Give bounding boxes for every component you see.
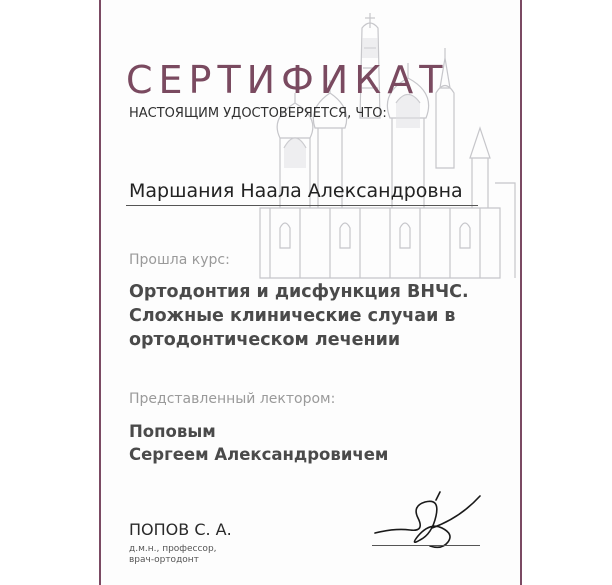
signer-name: ПОПОВ С. А. xyxy=(129,520,232,539)
signer-role-line: врач-ортодонт xyxy=(129,555,199,565)
lecturer-label: Представленный лектором: xyxy=(129,391,336,407)
lecturer-name-line: Сергеем Александровичем xyxy=(129,445,389,464)
signer-role-line: д.м.н., профессор, xyxy=(129,544,217,554)
course-title-line: Ортодонтия и дисфункция ВНЧС. xyxy=(129,282,469,302)
course-label: Прошла курс: xyxy=(129,252,230,268)
certificate-title: СЕРТИФИКАТ xyxy=(126,58,449,102)
lecturer-name-line: Поповым xyxy=(129,422,216,441)
recipient-name: Маршания Наала Александровна xyxy=(129,180,463,202)
cathedral-illustration xyxy=(240,8,520,288)
name-underline xyxy=(126,205,478,206)
certificate-subtitle: НАСТОЯЩИМ УДОСТОВЕРЯЕТСЯ, ЧТО: xyxy=(129,106,387,121)
signature-line xyxy=(372,545,480,546)
course-title-line: Сложные клинические случаи в xyxy=(129,306,456,326)
lecturer-name xyxy=(129,420,388,466)
signer-role xyxy=(129,544,217,566)
signature-image xyxy=(370,488,490,558)
course-title-line: ортодонтическом лечении xyxy=(129,330,401,350)
course-title xyxy=(129,280,469,352)
